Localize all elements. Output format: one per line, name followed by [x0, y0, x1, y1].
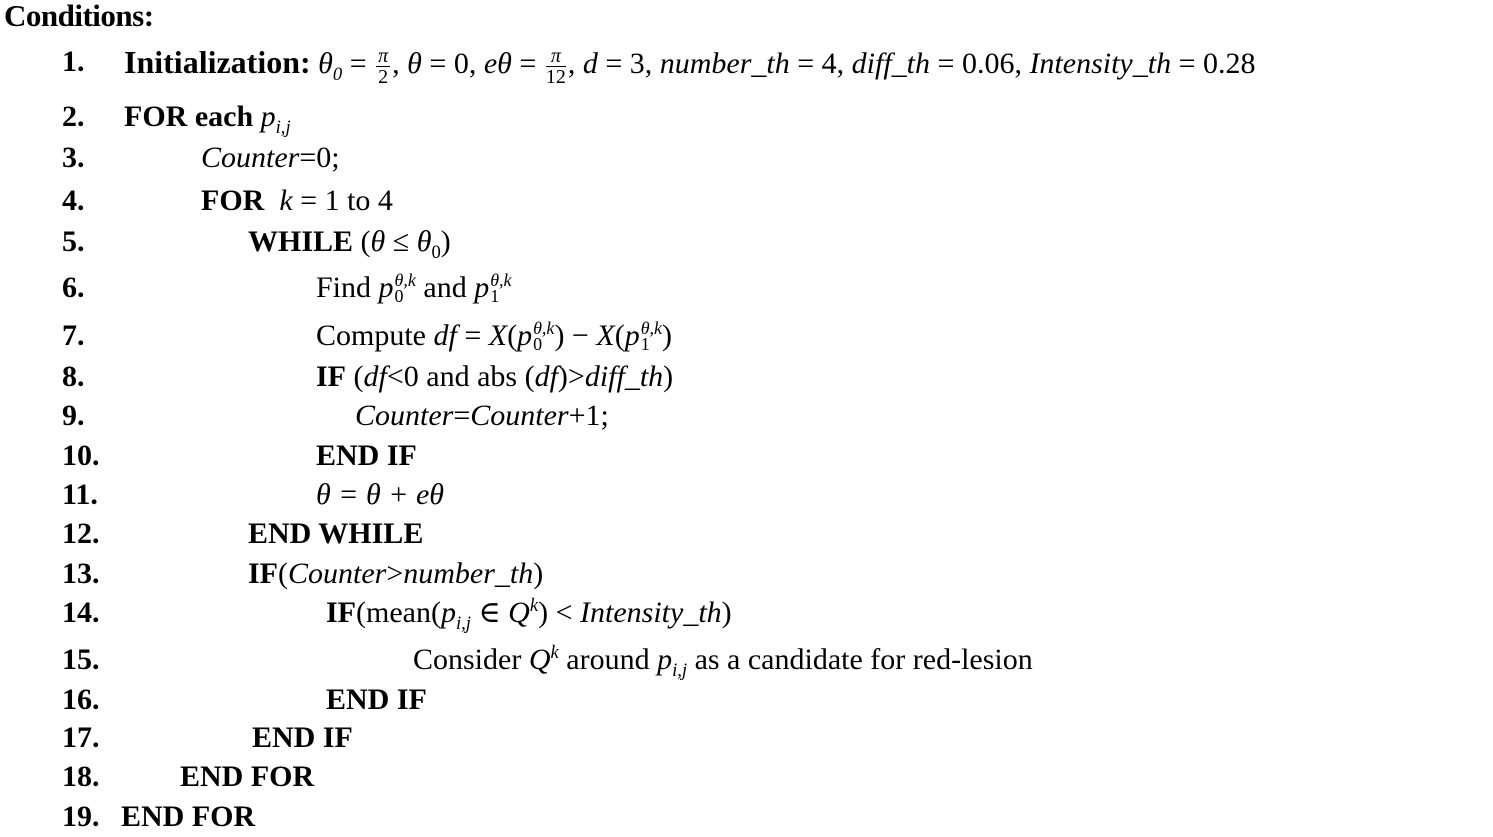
- line-number: 8.: [62, 360, 85, 393]
- keyword: IF: [248, 557, 278, 590]
- line-number: 11.: [62, 478, 98, 511]
- line-content: θ = θ + eθ: [316, 478, 445, 511]
- line-number: 19.: [62, 800, 100, 833]
- line-content: $IF(mean(p_{i,j}$ ∈ $Q^k$) < Intensity_th): [326, 595, 732, 634]
- line-content: Consider $Q^k$ around $p_{i,j}$ as a candidate for red-lesion: [413, 642, 1033, 681]
- line-number: 1.: [62, 45, 85, 78]
- keyword: FOR each: [124, 100, 254, 133]
- keyword: FOR: [201, 184, 265, 217]
- line-number: 3.: [62, 141, 85, 174]
- line-number: 6.: [62, 271, 85, 304]
- fraction: $\frac{\pi}{12}$: [545, 44, 566, 88]
- line-content: FOR each $p_{i,j}$: [124, 100, 291, 138]
- keyword: END IF: [252, 721, 353, 754]
- line-content: Compute df = X(p θ,k 0 ) − X(p θ,k 1 ): [316, 318, 673, 355]
- keyword: END IF: [326, 683, 427, 716]
- line-content: Initialization: $\theta_0$ = $\frac{\pi}{2}$ , θ = 0, eθ = $\frac{\pi}{12}$ , d = 3, number_th = 4, diff_th = 0.06, Intensity_th = 0.28: [124, 44, 1256, 88]
- line-content: Find p θ,k 0 and p θ,k 1: [316, 270, 512, 307]
- keyword: END FOR: [180, 760, 315, 793]
- line-content: FOR k = 1 to 4: [201, 184, 393, 217]
- line-number: 15.: [62, 643, 100, 676]
- line-number: 7.: [62, 319, 85, 352]
- line-number: 4.: [62, 184, 85, 217]
- keyword: END FOR: [121, 800, 256, 833]
- keyword: Initialization:: [124, 44, 311, 80]
- line-number: 17.: [62, 721, 100, 754]
- line-content: Counter=Counter+1;: [355, 399, 609, 432]
- line-number: 16.: [62, 683, 100, 716]
- line-content: IF(Counter>number_th): [248, 557, 544, 590]
- keyword: IF: [326, 596, 356, 629]
- keyword: WHILE: [248, 225, 354, 258]
- line-content: WHILE $(\theta \le \theta_0)$: [248, 225, 451, 263]
- keyword: END WHILE: [248, 517, 424, 550]
- line-number: 10.: [62, 439, 100, 472]
- conditions-title: Conditions:: [4, 0, 154, 33]
- keyword: IF: [316, 360, 346, 393]
- fraction: $\frac{\pi}{2}$: [378, 44, 389, 88]
- line-number: 12.: [62, 517, 100, 550]
- line-number: 5.: [62, 225, 85, 258]
- line-content: IF (df<0 and abs (df)>diff_th): [316, 360, 674, 393]
- line-number: 14.: [62, 596, 100, 629]
- line-number: 13.: [62, 557, 100, 590]
- keyword: END IF: [316, 439, 417, 472]
- line-number: 9.: [62, 399, 85, 432]
- line-number: 18.: [62, 760, 100, 793]
- line-content: Counter=0;: [201, 141, 340, 174]
- line-number: 2.: [62, 100, 85, 133]
